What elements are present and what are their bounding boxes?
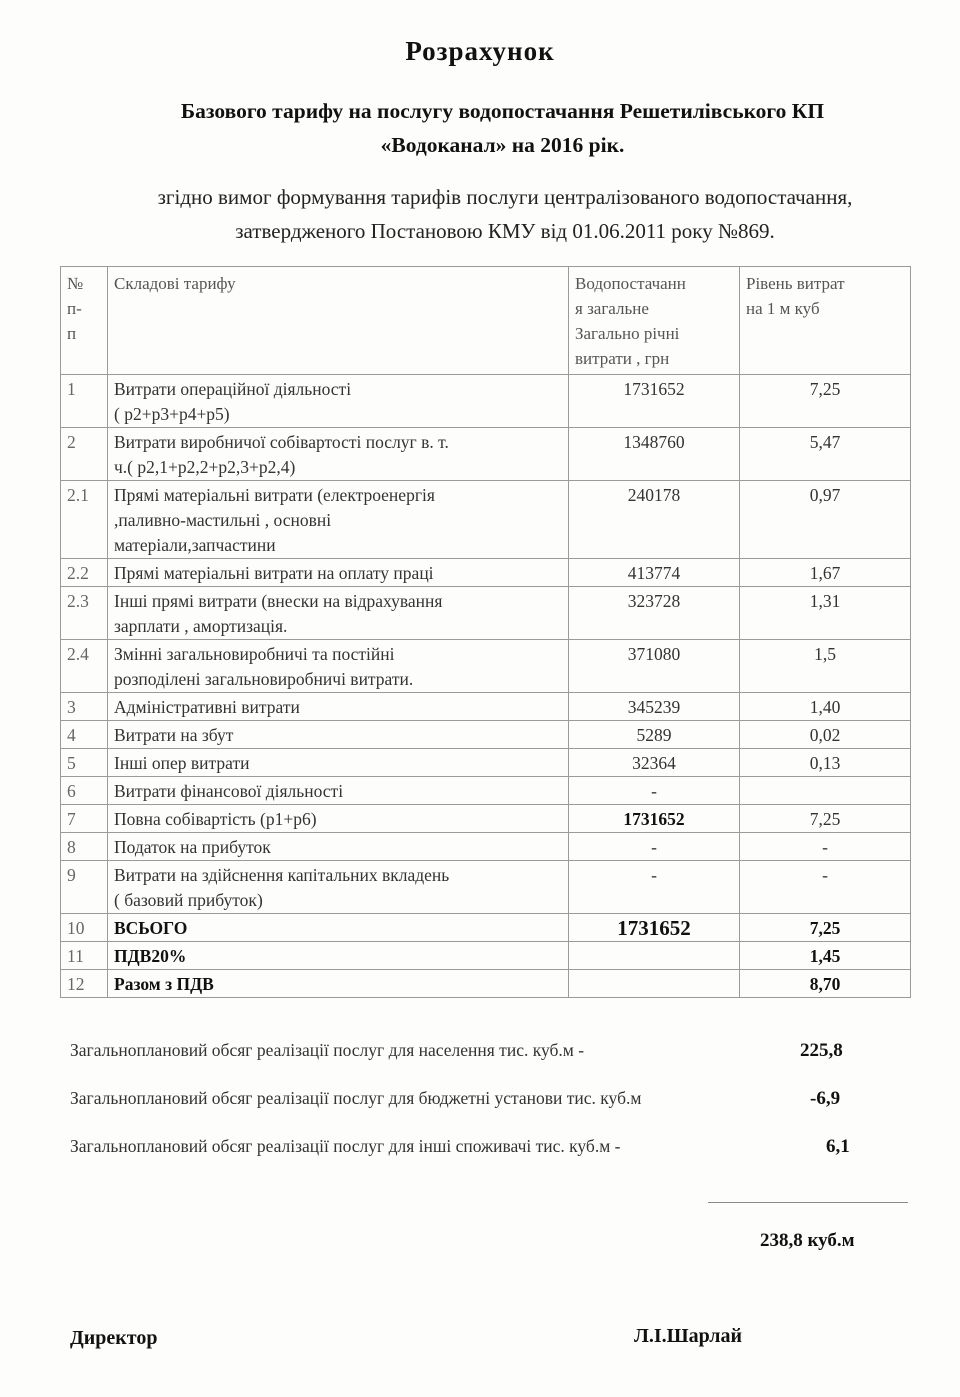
header-component: Складові тарифу xyxy=(108,267,569,375)
signature-position: Директор xyxy=(70,1327,158,1349)
row-cost-per-m3: 1,5 xyxy=(740,640,911,693)
table-row xyxy=(61,640,911,693)
basis-line-1: згідно вимог формування тарифів послуги централізованого водопостачання, xyxy=(157,185,853,209)
component-name-line: Прямі матеріальні витрати на оплату праці xyxy=(114,563,434,583)
row-number: 8 xyxy=(61,833,108,861)
table-row xyxy=(61,721,911,749)
component-name-line: матеріали,запчастини xyxy=(114,535,276,555)
row-annual-cost: - xyxy=(569,861,740,914)
header-annual-costs: Водопостачанн я загальне Загально річні витрати , грн xyxy=(569,267,740,375)
row-annual-cost: 1731652 xyxy=(569,375,740,428)
row-component-name xyxy=(108,375,569,428)
row-number: 11 xyxy=(61,942,108,970)
row-component-name xyxy=(108,640,569,693)
row-annual-cost: 371080 xyxy=(569,640,740,693)
component-name-line: Податок на прибуток xyxy=(114,837,271,857)
planned-volume-value: 225,8 xyxy=(800,1040,843,1061)
row-annual-cost: 32364 xyxy=(569,749,740,777)
component-name-line: Разом з ПДВ xyxy=(114,974,214,994)
planned-volume-value: 6,1 xyxy=(826,1136,850,1157)
row-component-name xyxy=(108,587,569,640)
document-title: Розрахунок xyxy=(405,36,555,66)
planned-volume-label: Загальноплановий обсяг реалізації послуг для населення тис. куб.м - xyxy=(70,1040,585,1060)
row-annual-cost: 345239 xyxy=(569,693,740,721)
row-cost-per-m3: 1,67 xyxy=(740,559,911,587)
table-row xyxy=(61,861,911,914)
signature-name: Л.І.Шарлай xyxy=(634,1325,743,1347)
row-cost-per-m3: 7,25 xyxy=(740,805,911,833)
row-cost-per-m3: 1,40 xyxy=(740,693,911,721)
component-name-line: Витрати на здійснення капітальних вкладень xyxy=(114,865,450,885)
row-component-name xyxy=(108,749,569,777)
table-row xyxy=(61,833,911,861)
header-cost-per-m3: Рівень витрат на 1 м куб xyxy=(740,267,911,375)
row-component-name xyxy=(108,942,569,970)
row-number: 9 xyxy=(61,861,108,914)
row-cost-per-m3: 8,70 xyxy=(740,970,911,998)
row-component-name xyxy=(108,777,569,805)
row-annual-cost: 5289 xyxy=(569,721,740,749)
row-annual-cost: 323728 xyxy=(569,587,740,640)
row-number: 3 xyxy=(61,693,108,721)
row-number: 2.3 xyxy=(61,587,108,640)
row-annual-cost: 413774 xyxy=(569,559,740,587)
row-component-name xyxy=(108,970,569,998)
table-row xyxy=(61,777,911,805)
row-number: 12 xyxy=(61,970,108,998)
table-row xyxy=(61,375,911,428)
row-annual-cost: 240178 xyxy=(569,481,740,559)
component-name-line: ПДВ20% xyxy=(114,946,187,966)
row-cost-per-m3: 5,47 xyxy=(740,428,911,481)
row-component-name xyxy=(108,428,569,481)
row-annual-cost: 1731652 xyxy=(569,914,740,942)
row-number: 5 xyxy=(61,749,108,777)
basis-line-2: затвердженого Постановою КМУ від 01.06.2011 року №869. xyxy=(235,219,775,243)
row-number: 2.4 xyxy=(61,640,108,693)
row-component-name xyxy=(108,559,569,587)
component-name-line: ВСЬОГО xyxy=(114,918,188,938)
component-name-line: Витрати виробничої собівартості послуг в. т. xyxy=(114,432,449,452)
row-annual-cost: - xyxy=(569,833,740,861)
row-number: 10 xyxy=(61,914,108,942)
component-name-line: ( p2+p3+p4+p5) xyxy=(114,404,230,424)
row-cost-per-m3: 7,25 xyxy=(740,375,911,428)
component-name-line: ч.( p2,1+p2,2+p2,3+p2,4) xyxy=(114,457,296,477)
component-name-line: Інші прямі витрати (внески на відрахування xyxy=(114,591,443,611)
table-row xyxy=(61,805,911,833)
table-header-row xyxy=(61,267,911,375)
table-row xyxy=(61,942,911,970)
row-cost-per-m3: 0,02 xyxy=(740,721,911,749)
row-annual-cost: 1348760 xyxy=(569,428,740,481)
row-annual-cost xyxy=(569,942,740,970)
row-component-name xyxy=(108,481,569,559)
row-cost-per-m3: - xyxy=(740,833,911,861)
row-annual-cost: 1731652 xyxy=(569,805,740,833)
planned-volume-label: Загальноплановий обсяг реалізації послуг для інші споживачі тис. куб.м - xyxy=(70,1136,621,1156)
planned-volume-label: Загальноплановий обсяг реалізації послуг для бюджетні установи тис. куб.м xyxy=(70,1088,642,1108)
planned-volume-value: -6,9 xyxy=(810,1088,841,1109)
component-name-line: Витрати фінансової діяльності xyxy=(114,781,344,801)
component-name-line: Прямі матеріальні витрати (електроенергія xyxy=(114,485,435,505)
row-component-name xyxy=(108,805,569,833)
row-annual-cost xyxy=(569,970,740,998)
row-cost-per-m3: 1,31 xyxy=(740,587,911,640)
table-row xyxy=(61,559,911,587)
row-component-name xyxy=(108,861,569,914)
subtitle-line-2: «Водоканал» на 2016 рік. xyxy=(380,133,625,157)
table-row xyxy=(61,749,911,777)
row-component-name xyxy=(108,721,569,749)
table-row xyxy=(61,914,911,942)
row-cost-per-m3: 7,25 xyxy=(740,914,911,942)
row-component-name xyxy=(108,914,569,942)
table-row xyxy=(61,970,911,998)
tariff-table xyxy=(60,266,911,998)
row-number: 2.2 xyxy=(61,559,108,587)
tariff-table-body xyxy=(61,375,911,998)
document-subtitle xyxy=(60,94,945,162)
row-component-name xyxy=(108,833,569,861)
component-name-line: Витрати операційної діяльності xyxy=(114,379,352,399)
table-row xyxy=(61,428,911,481)
row-number: 4 xyxy=(61,721,108,749)
row-number: 7 xyxy=(61,805,108,833)
row-cost-per-m3: - xyxy=(740,861,911,914)
component-name-line: Повна собівартість (р1+р6) xyxy=(114,809,317,829)
component-name-line: Витрати на збут xyxy=(114,725,234,745)
total-volume: 238,8 куб.м xyxy=(760,1230,855,1251)
row-number: 6 xyxy=(61,777,108,805)
row-number: 1 xyxy=(61,375,108,428)
component-name-line: ,паливно-мастильні , основні xyxy=(114,510,332,530)
row-cost-per-m3 xyxy=(740,777,911,805)
header-num: № п- п xyxy=(61,267,108,375)
component-name-line: Змінні загальновиробничі та постійні xyxy=(114,644,395,664)
subtitle-line-1: Базового тарифу на послугу водопостачання Решетилівського КП xyxy=(180,99,825,123)
row-cost-per-m3: 0,97 xyxy=(740,481,911,559)
component-name-line: Адміністративні витрати xyxy=(114,697,300,717)
row-number: 2 xyxy=(61,428,108,481)
row-annual-cost: - xyxy=(569,777,740,805)
table-row xyxy=(61,587,911,640)
row-cost-per-m3: 1,45 xyxy=(740,942,911,970)
sum-underline xyxy=(708,1202,908,1203)
component-name-line: зарплати , амортизація. xyxy=(114,616,288,636)
table-row xyxy=(61,693,911,721)
row-component-name xyxy=(108,693,569,721)
regulation-basis xyxy=(40,180,960,248)
component-name-line: розподілені загальновиробничі витрати. xyxy=(114,669,414,689)
component-name-line: Інші опер витрати xyxy=(114,753,250,773)
table-row xyxy=(61,481,911,559)
row-cost-per-m3: 0,13 xyxy=(740,749,911,777)
row-number: 2.1 xyxy=(61,481,108,559)
component-name-line: ( базовий прибуток) xyxy=(114,890,263,910)
